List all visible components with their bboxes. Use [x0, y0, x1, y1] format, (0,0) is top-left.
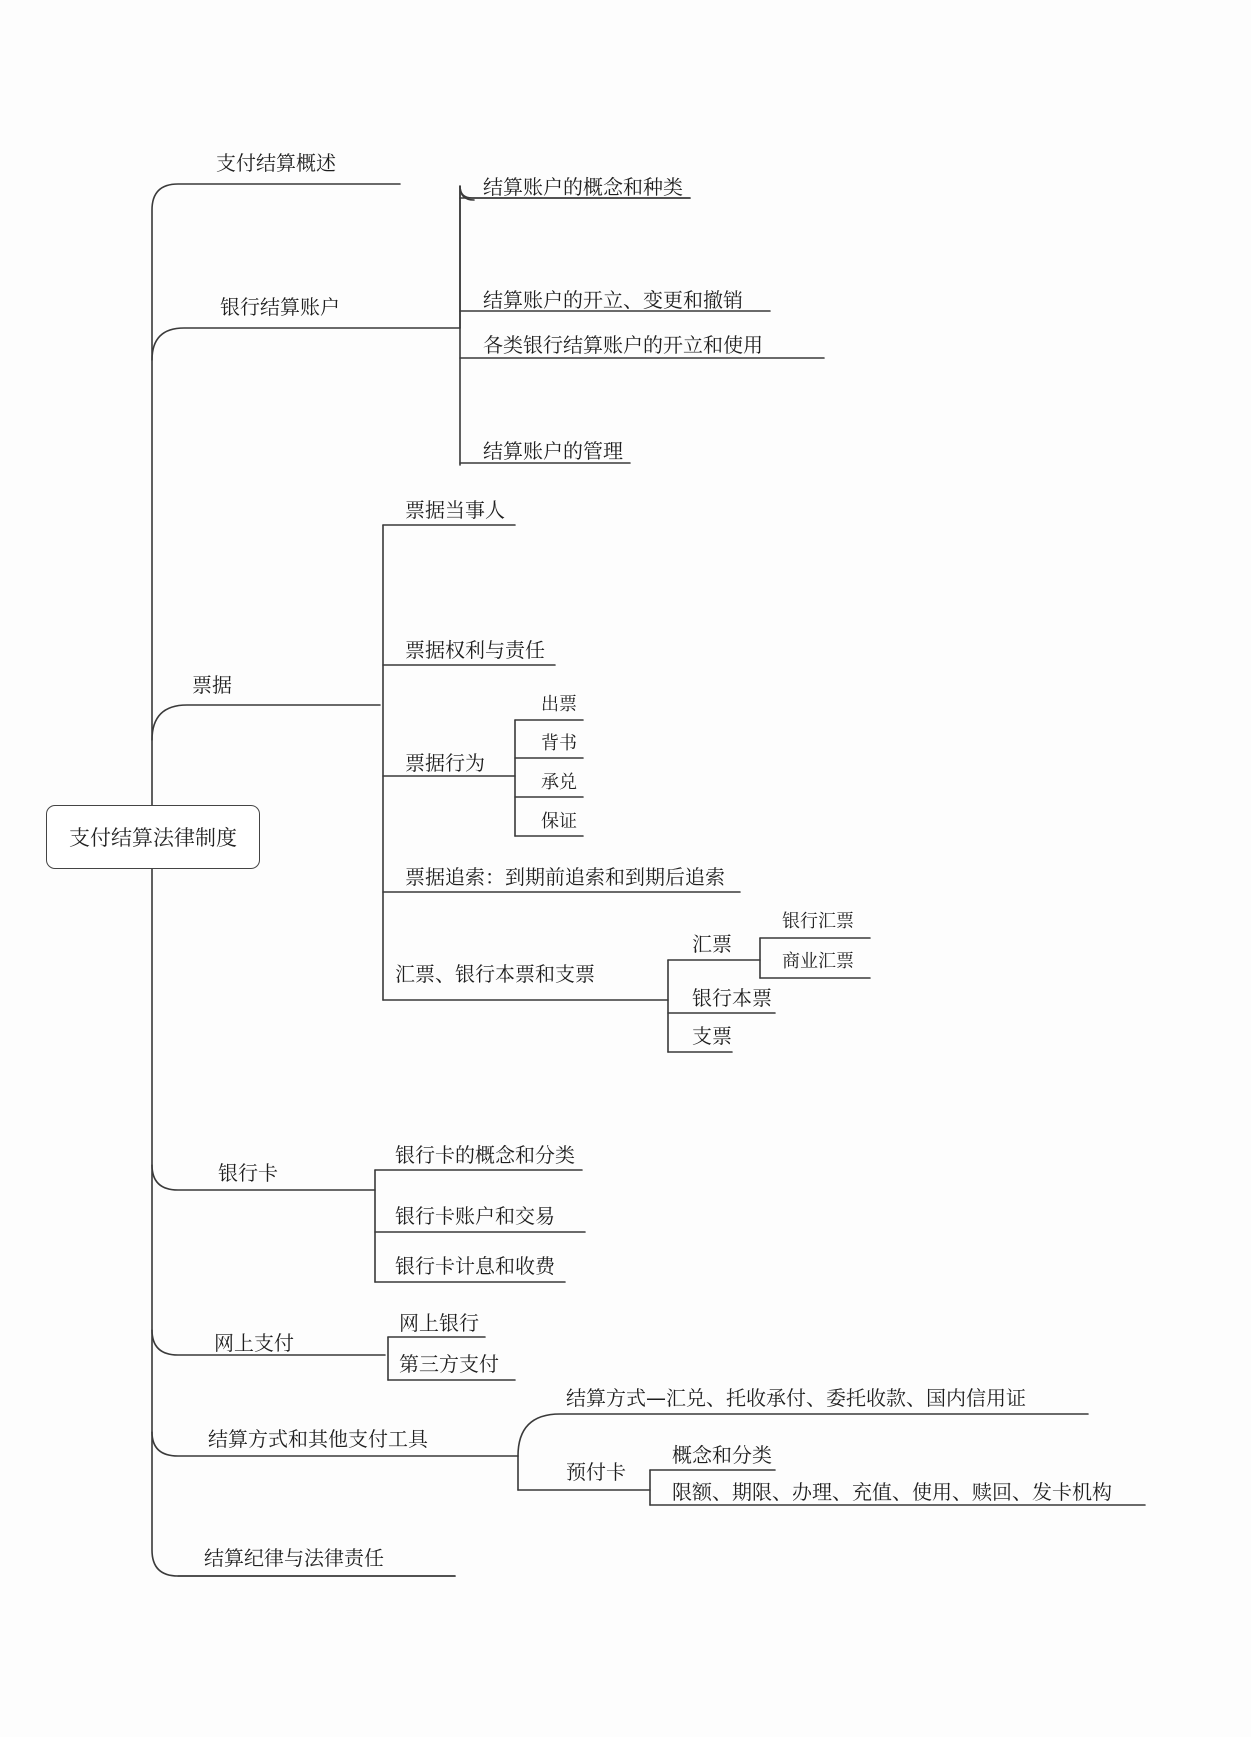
node-settlement-methods[interactable]: 结算方式和其他支付工具	[208, 1427, 428, 1451]
node-prepaid-card[interactable]: 预付卡	[566, 1460, 626, 1484]
node-card-interest[interactable]: 银行卡计息和收费	[395, 1254, 555, 1278]
node-third-party-payment[interactable]: 第三方支付	[399, 1352, 499, 1376]
node-account-management[interactable]: 结算账户的管理	[483, 439, 623, 463]
node-bank-draft[interactable]: 银行汇票	[782, 911, 854, 932]
node-settlement-types[interactable]: 结算方式—汇兑、托收承付、委托收款、国内信用证	[566, 1386, 1026, 1410]
root-node-label: 支付结算法律制度	[69, 826, 237, 850]
node-draft[interactable]: 汇票	[692, 932, 732, 956]
node-act-accept[interactable]: 承兑	[541, 772, 577, 793]
node-act-endorse[interactable]: 背书	[541, 733, 577, 754]
node-bill[interactable]: 票据	[192, 673, 232, 697]
node-prepaid-rules[interactable]: 限额、期限、办理、充值、使用、赎回、发卡机构	[672, 1480, 1112, 1504]
branch-line-account	[152, 328, 460, 360]
branch-line-bill	[152, 705, 380, 740]
node-account-open-change[interactable]: 结算账户的开立、变更和撤销	[483, 288, 743, 312]
node-bank-card[interactable]: 银行卡	[218, 1161, 278, 1185]
node-online-banking[interactable]: 网上银行	[399, 1311, 479, 1335]
node-account-concept[interactable]: 结算账户的概念和种类	[483, 175, 683, 199]
node-card-concept[interactable]: 银行卡的概念和分类	[395, 1143, 575, 1167]
node-bill-parties[interactable]: 票据当事人	[405, 498, 505, 522]
node-act-guarantee[interactable]: 保证	[541, 811, 577, 832]
node-card-account[interactable]: 银行卡账户和交易	[395, 1204, 555, 1228]
node-online-payment[interactable]: 网上支付	[214, 1331, 294, 1355]
node-promissory-note[interactable]: 银行本票	[692, 986, 772, 1010]
trunk-connector	[152, 184, 400, 805]
node-bill-recourse[interactable]: 票据追索：到期前追索和到期后追索	[405, 865, 725, 889]
node-overview[interactable]: 支付结算概述	[216, 151, 336, 175]
node-discipline[interactable]: 结算纪律与法律责任	[204, 1546, 384, 1570]
node-commercial-draft[interactable]: 商业汇票	[782, 951, 854, 972]
node-cheque[interactable]: 支票	[692, 1024, 732, 1048]
node-bill-acts[interactable]: 票据行为	[405, 751, 485, 775]
node-prepaid-concept[interactable]: 概念和分类	[672, 1443, 772, 1467]
node-bill-kinds[interactable]: 汇票、银行本票和支票	[395, 962, 595, 986]
node-bank-account[interactable]: 银行结算账户	[220, 295, 340, 319]
node-account-usage[interactable]: 各类银行结算账户的开立和使用	[483, 333, 763, 357]
node-act-issue[interactable]: 出票	[541, 694, 577, 715]
root-node[interactable]	[46, 805, 260, 869]
node-bill-rights[interactable]: 票据权利与责任	[405, 638, 545, 662]
